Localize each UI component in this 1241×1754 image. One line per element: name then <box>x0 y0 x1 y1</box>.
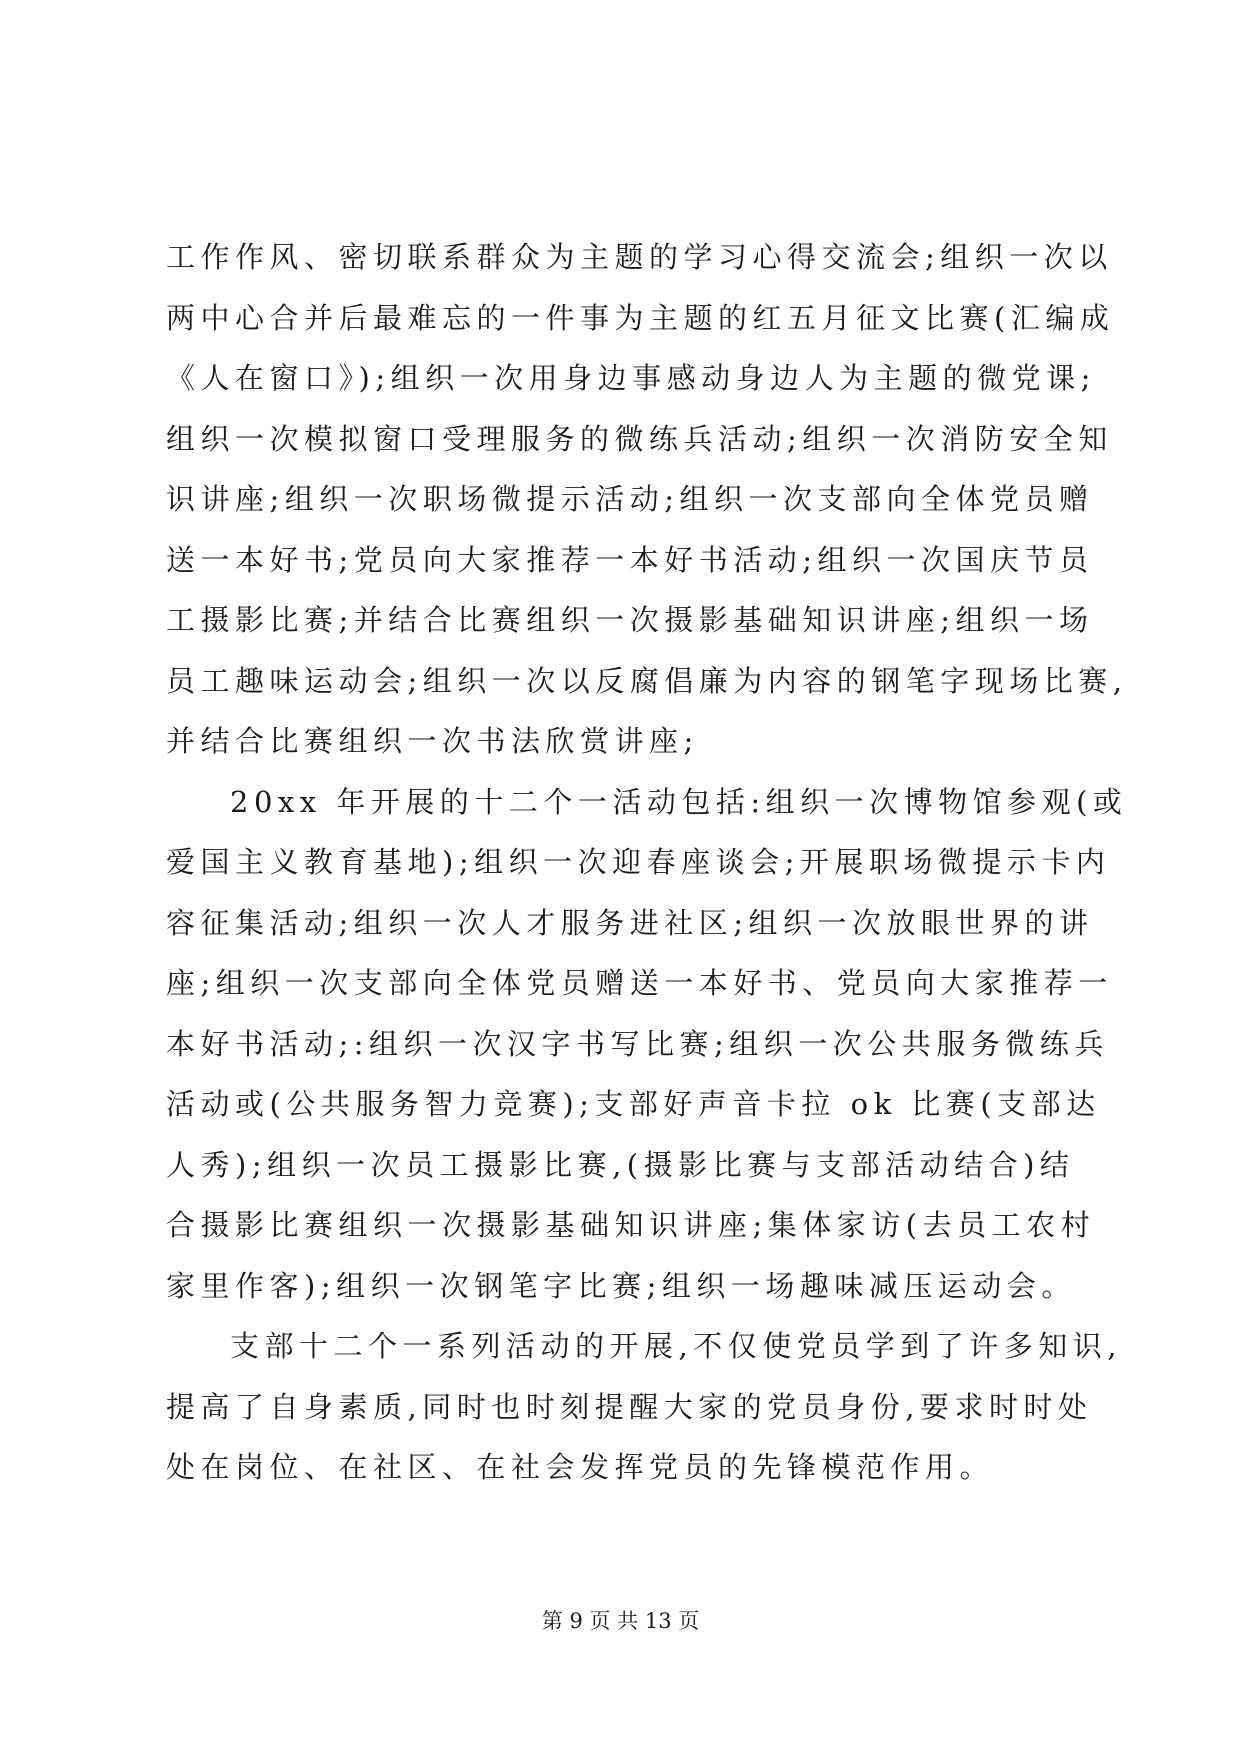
text-line: 20xx 年开展的十二个一活动包括:组织一次博物馆参观(或 <box>230 784 1128 819</box>
text-line: 座;组织一次支部向全体党员赠送一本好书、党员向大家推荐一 <box>166 966 1113 1000</box>
text-line: 工摄影比赛;并结合比赛组织一次摄影基础知识讲座;组织一场 <box>166 603 1094 637</box>
text-line: 送一本好书;党员向大家推荐一本好书活动;组织一次国庆节员 <box>166 542 1094 577</box>
page-footer: 第 9 页 共 13 页 <box>541 1609 700 1633</box>
text-line: 组织一次模拟窗口受理服务的微练兵活动;组织一次消防安全知 <box>166 421 1113 456</box>
text-line: 员工趣味运动会;组织一次以反腐倡廉为内容的钢笔字现场比赛, <box>166 663 1128 698</box>
text-line: 爱国主义教育基地);组织一次迎春座谈会;开展职场微提示卡内 <box>166 845 1111 879</box>
text-line: 两中心合并后最难忘的一件事为主题的红五月征文比赛(汇编成 <box>166 300 1115 335</box>
text-line: 本好书活动;:组织一次汉字书写比赛;组织一次公共服务微练兵 <box>166 1026 1109 1061</box>
text-line: 家里作客);组织一次钢笔字比赛;组织一场趣味减压运动会。 <box>166 1268 1076 1303</box>
text-line: 人秀);组织一次员工摄影比赛,(摄影比赛与支部活动结合)结 <box>166 1147 1075 1182</box>
text-line: 并结合比赛组织一次书法欣赏讲座; <box>166 724 699 758</box>
text-line: 活动或(公共服务智力竞赛);支部好声音卡拉 ok 比赛(支部达 <box>166 1087 1101 1121</box>
text-line: 识讲座;组织一次职场微提示活动;组织一次支部向全体党员赠 <box>166 482 1094 516</box>
text-line: 容征集活动;组织一次人才服务进社区;组织一次放眼世界的讲 <box>166 905 1094 940</box>
text-line: 提高了自身素质,同时也时刻提醒大家的党员身份,要求时时处 <box>166 1389 1093 1424</box>
text-line: 支部十二个一系列活动的开展,不仅使党员学到了许多知识, <box>230 1329 1122 1363</box>
text-line: 合摄影比赛组织一次摄影基础知识讲座;集体家访(去员工农村 <box>166 1208 1096 1242</box>
text-line: 处在岗位、在社区、在社会发挥党员的先锋模范作用。 <box>166 1450 995 1484</box>
text-line: 工作作风、密切联系群众为主题的学习心得交流会;组织一次以 <box>166 240 1113 274</box>
text-line: 《人在窗口》);组织一次用身边事感动身边人为主题的微党课; <box>166 361 1096 395</box>
body-text <box>166 227 1128 1498</box>
